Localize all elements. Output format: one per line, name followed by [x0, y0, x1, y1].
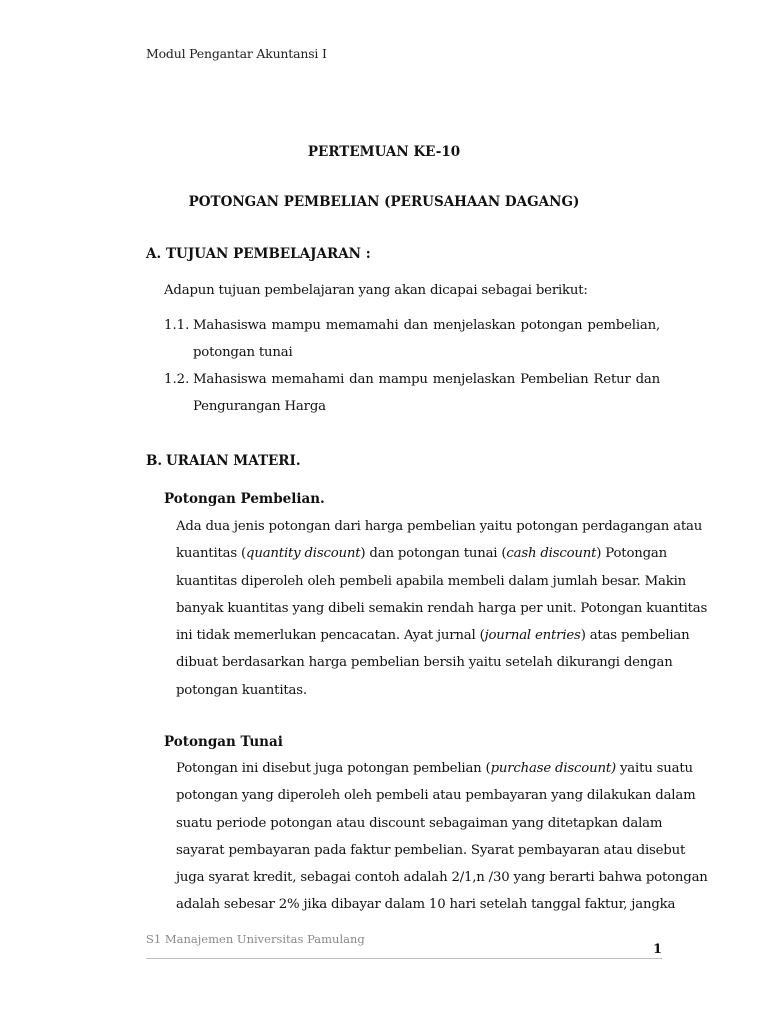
running-header: Modul Pengantar Akuntansi I: [146, 46, 327, 61]
paragraph-line: banyak kuantitas yang dibeli semakin rendah harga per unit. Potongan kuantitas: [176, 600, 708, 616]
paragraph-line: ini tidak memerlukan pencacatan. Ayat jurnal (journal entries) atas pembelian: [176, 628, 690, 644]
list-item-text: Mahasiswa memahami dan mampu menjelaskan Pembelian Retur dan: [193, 372, 660, 387]
list-item-number: 1.1.: [164, 318, 190, 333]
section-a-intro: Adapun tujuan pembelajaran yang akan dicapai sebagai berikut:: [164, 283, 588, 298]
paragraph-line: dibuat berdasarkan harga pembelian bersih yaitu setelah dikurangi dengan: [176, 655, 673, 671]
topic-title: POTONGAN PEMBELIAN (PERUSAHAAN DAGANG): [188, 194, 580, 210]
section-a-letter: A.: [146, 246, 162, 262]
paragraph-line: potongan yang diperoleh oleh pembeli atau pembayaran yang dilakukan dalam: [176, 788, 696, 804]
section-a-title: TUJUAN PEMBELAJARAN :: [166, 246, 371, 262]
term-purchase-discount: purchase discount): [490, 761, 616, 776]
paragraph-line: potongan kuantitas.: [176, 682, 307, 698]
paragraph-line: suatu periode potongan atau discount sebagaiman yang ditetapkan dalam: [176, 815, 663, 831]
term-quantity-discount: quantity discount: [246, 546, 361, 562]
list-item-text: Mahasiswa mampu memamahi dan menjelaskan potongan pembelian,: [193, 318, 660, 333]
paragraph-line: kuantitas (quantity discount) dan potongan tunai (cash discount) Potongan: [176, 546, 668, 562]
term-journal-entries: journal entries: [484, 628, 581, 644]
paragraph-potongan-tunai: [176, 755, 708, 919]
paragraph-line: juga syarat kredit, sebagai contoh adalah 2/1,n /30 yang berarti bahwa potongan: [176, 870, 708, 886]
paragraph-line: sayarat pembayaran pada faktur pembelian. Syarat pembayaran atau disebut: [176, 842, 686, 858]
list-item-number: 1.2.: [164, 372, 190, 387]
section-a-heading: [146, 246, 371, 262]
paragraph-line: kuantitas diperoleh oleh pembeli apabila membeli dalam jumlah besar. Makin: [176, 573, 687, 589]
meeting-title: PERTEMUAN KE-10: [307, 144, 461, 160]
page-number: 1: [652, 942, 662, 957]
list-item-text-continued: Pengurangan Harga: [193, 399, 326, 414]
paragraph-line: Ada dua jenis potongan dari harga pembelian yaitu potongan perdagangan atau: [176, 519, 703, 534]
subheading-potongan-tunai: Potongan Tunai: [164, 734, 283, 750]
section-b-letter: B.: [146, 453, 163, 469]
section-b-title: URAIAN MATERI.: [166, 453, 301, 469]
section-b-heading: [146, 453, 301, 469]
subheading-potongan-pembelian: Potongan Pembelian.: [164, 491, 325, 507]
paragraph-line: Potongan ini disebut juga potongan pembelian (purchase discount) yaitu suatu: [176, 761, 693, 776]
term-cash-discount: cash discount: [506, 546, 597, 562]
footer-institution: S1 Manajemen Universitas Pamulang: [146, 932, 365, 946]
paragraph-potongan-pembelian: [176, 513, 708, 704]
footer-divider: [146, 958, 662, 959]
list-item-text-continued: potongan tunai: [193, 345, 293, 360]
paragraph-line: adalah sebesar 2% jika dibayar dalam 10 hari setelah tanggal faktur, jangka: [176, 897, 676, 913]
